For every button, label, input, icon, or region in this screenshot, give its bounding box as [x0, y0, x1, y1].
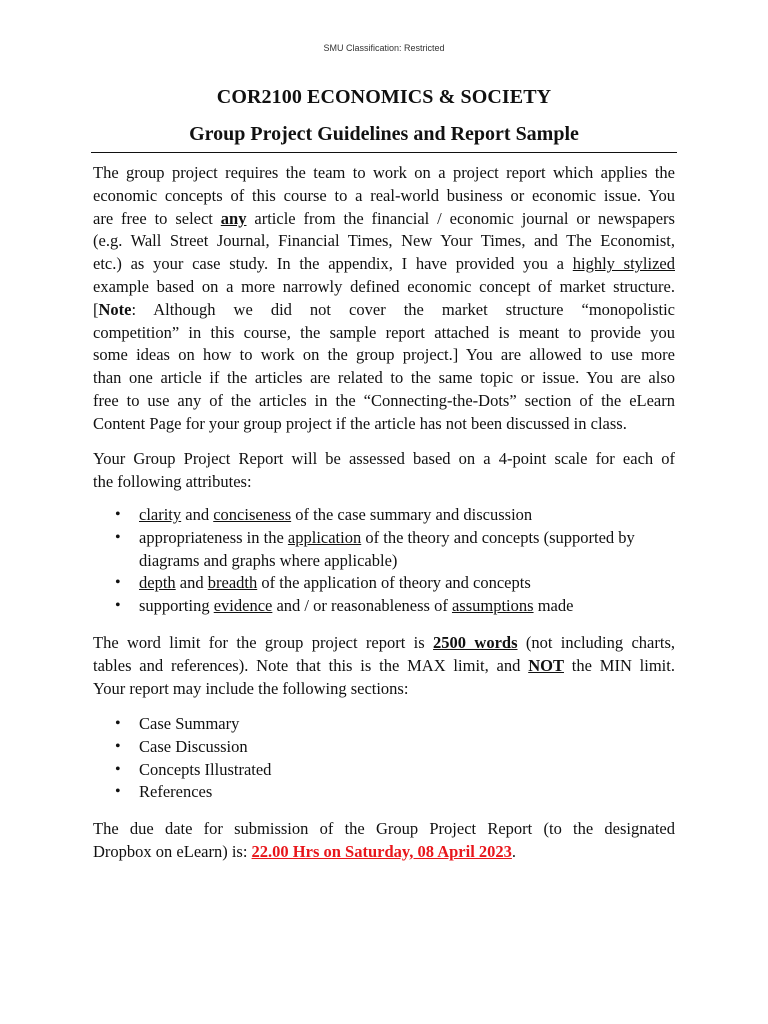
- intro-line: The group project requires the team to work on a project report which applies the: [93, 163, 675, 182]
- due-date-line: Dropbox on eLearn) is: 22.00 Hrs on Saturday, 08 April 2023.: [93, 841, 517, 861]
- intro-line: Content Page for your group project if the article has not been discussed in class.: [93, 413, 627, 433]
- due-date-paragraph: [93, 818, 675, 864]
- list-item: • clarity and conciseness of the case summary and discussion: [93, 504, 675, 527]
- list-item: • depth and breadth of the application of theory and concepts: [93, 572, 675, 595]
- sections-list: [93, 713, 675, 804]
- page-subtitle: Group Project Guidelines and Report Sample: [189, 123, 579, 145]
- word-limit-line: Your report may include the following sections:: [93, 678, 409, 698]
- intro-line: [Note: Although we did not cover the market structure “monopolistic: [93, 299, 675, 319]
- course-title: COR2100 ECONOMICS & SOCIETY: [216, 86, 552, 108]
- list-item: • appropriateness in the application of the theory and concepts (supported by diagrams and graphs where applicable): [93, 527, 675, 573]
- word-limit-paragraph: [93, 632, 675, 700]
- list-item: • References: [93, 781, 675, 804]
- intro-line: some ideas on how to work on the group project.] You are allowed to use more: [93, 345, 675, 365]
- title-divider: [91, 152, 677, 153]
- list-item: • Case Summary: [93, 713, 675, 736]
- note-label: Note: [98, 299, 132, 319]
- list-item: • Case Discussion: [93, 736, 675, 759]
- assessment-line: Your Group Project Report will be assessed based on a 4-point scale for each of: [93, 449, 675, 468]
- emphasis-highly-stylized: highly stylized: [572, 254, 675, 274]
- intro-paragraph: [93, 162, 675, 436]
- list-item: • supporting evidence and / or reasonableness of assumptions made: [93, 595, 675, 618]
- due-date-emphasis: 22.00 Hrs on Saturday, 08 April 2023: [251, 841, 512, 861]
- word-count-emphasis: 2500 words: [433, 633, 518, 652]
- word-limit-line: tables and references). Note that this is the MAX limit, and NOT the MIN limit.: [93, 655, 675, 675]
- emphasis-any: any: [220, 208, 247, 228]
- assessment-paragraph: [93, 448, 675, 494]
- intro-line: example based on a more narrowly defined economic concept of market structure.: [93, 276, 675, 296]
- intro-line: are free to select any article from the financial / economic journal or newspapers: [93, 208, 675, 228]
- classification-label: SMU Classification: Restricted: [323, 43, 445, 53]
- intro-line: (e.g. Wall Street Journal, Financial Times, New Your Times, and The Economist,: [93, 231, 675, 251]
- due-date-line: The due date for submission of the Group Project Report (to the designated: [93, 819, 675, 838]
- intro-line: competition” in this course, the sample report attached is meant to provide you: [93, 322, 675, 342]
- assessment-line: the following attributes:: [93, 471, 252, 491]
- intro-line: etc.) as your case study. In the appendix, I have provided you a highly stylized: [93, 254, 675, 274]
- not-emphasis: NOT: [528, 655, 564, 675]
- list-item: • Concepts Illustrated: [93, 759, 675, 782]
- criteria-list: [93, 504, 675, 618]
- intro-line: free to use any of the articles in the “Connecting-the-Dots” section of the eLearn: [93, 390, 675, 410]
- word-limit-line: The word limit for the group project report is 2500 words (not including charts,: [93, 633, 675, 652]
- intro-line: economic concepts of this course to a real-world business or economic issue. You: [93, 185, 675, 205]
- intro-line: than one article if the articles are related to the same topic or issue. You are also: [93, 368, 675, 388]
